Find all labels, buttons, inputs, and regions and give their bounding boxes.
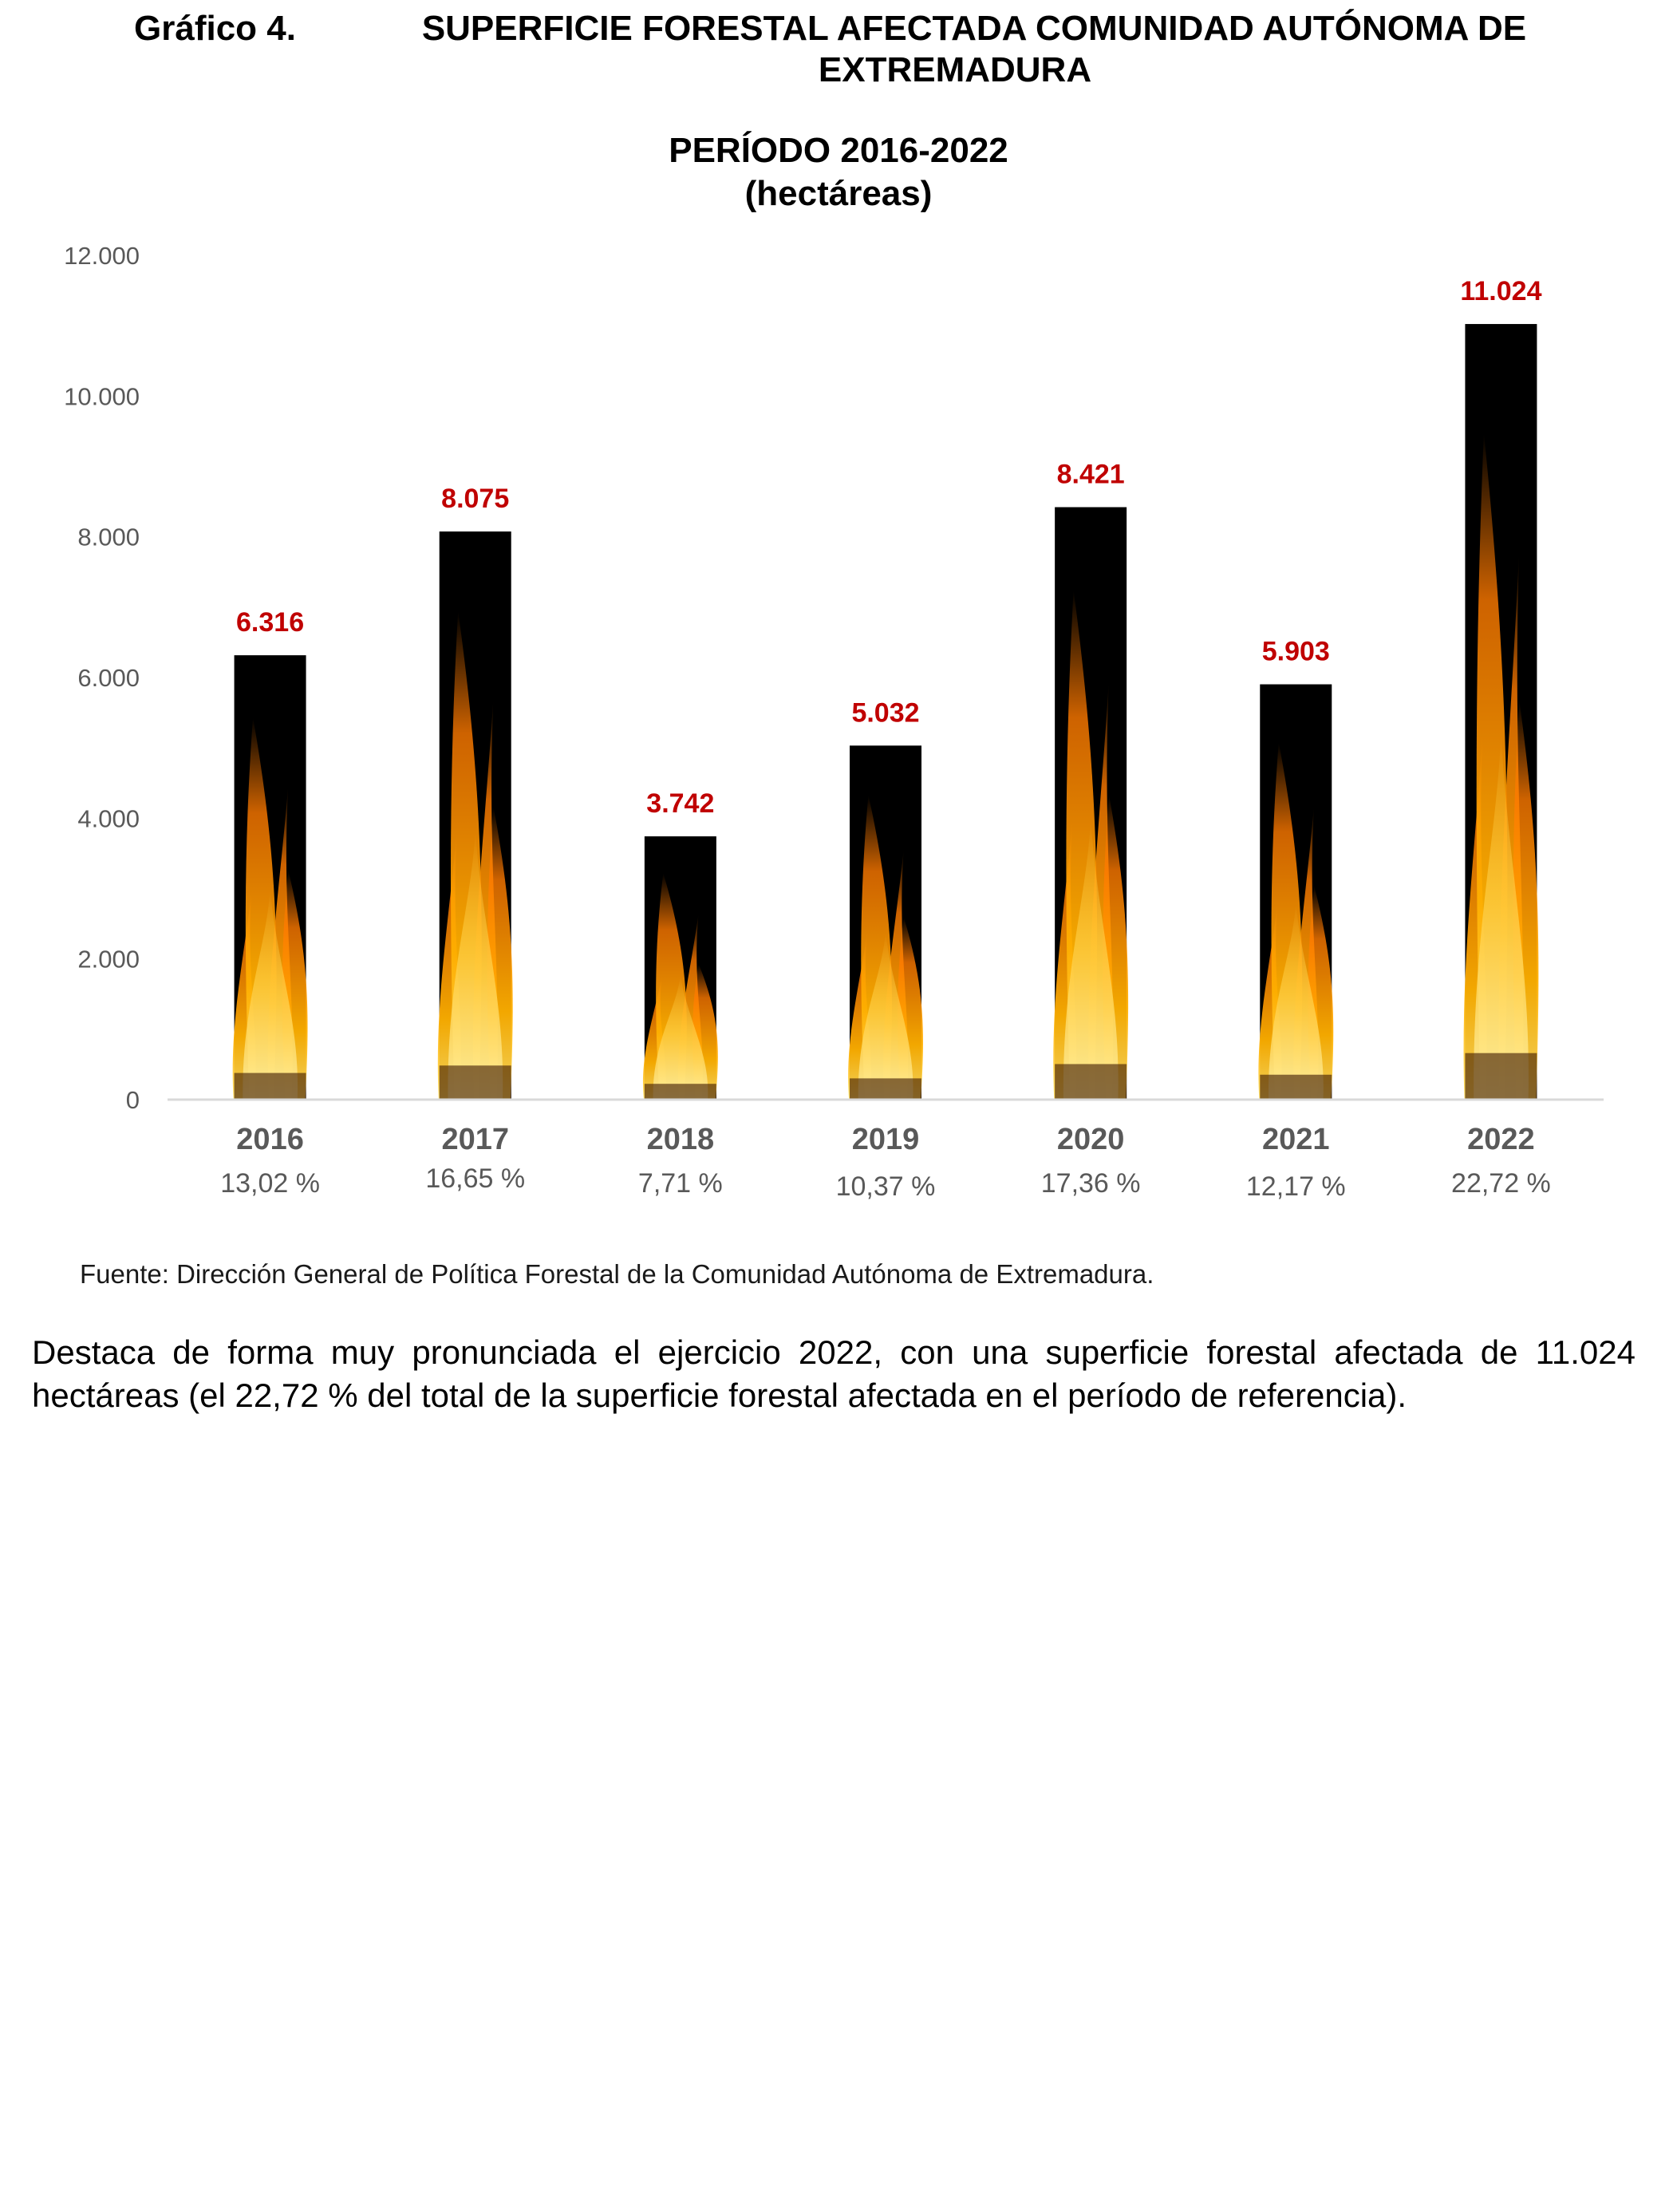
bar-2021 [1258, 637, 1333, 1100]
y-tick-label: 4.000 [77, 804, 140, 833]
flame-base [850, 1078, 921, 1100]
bar-chart [32, 231, 1612, 1229]
bar-2020 [1053, 460, 1128, 1100]
y-axis [64, 242, 140, 1114]
x-tick-label: 2022 [1467, 1123, 1535, 1156]
flame-base [645, 1084, 716, 1100]
bar-2022 [1460, 276, 1541, 1100]
data-label: 5.903 [1261, 636, 1330, 667]
bar-2016 [233, 607, 308, 1100]
flame-base [235, 1073, 306, 1100]
y-tick-label: 10.000 [64, 382, 140, 411]
flame-base [1055, 1064, 1127, 1100]
x-tick-label: 2021 [1262, 1123, 1330, 1156]
data-label: 5.032 [851, 697, 920, 729]
x-tick-label: 2018 [646, 1123, 715, 1156]
data-label: 8.075 [441, 484, 510, 515]
data-label: 8.421 [1056, 459, 1125, 490]
x-axis [168, 1100, 1604, 1202]
bars [233, 276, 1542, 1100]
chart-period: PERÍODO 2016-2022 [669, 131, 1008, 170]
chart-title-line1: SUPERFICIE FORESTAL AFECTADA COMUNIDAD AUTÓNOMA DE [421, 9, 1527, 48]
body-paragraph: Destaca de forma muy pronunciada el ejercicio 2022, con una superficie forestal afectada de 11.024 hectáreas (el 22,72 % del total de la superficie forestal afectada en el período de referencia). [32, 1333, 1636, 1414]
x-tick-label: 2016 [236, 1123, 304, 1156]
percentage-label: 10,37 % [835, 1171, 936, 1202]
bar-2018 [643, 788, 718, 1100]
percentage-label: 22,72 % [1451, 1168, 1551, 1199]
x-tick-label: 2019 [851, 1123, 920, 1156]
percentage-label: 7,71 % [637, 1168, 723, 1199]
percentage-label: 13,02 % [220, 1168, 320, 1199]
percentage-label: 16,65 % [425, 1163, 526, 1194]
flame-base [1260, 1075, 1332, 1100]
percentage-label: 12,17 % [1245, 1171, 1346, 1202]
chart-subtitle [0, 129, 1677, 215]
y-tick-label: 2.000 [77, 945, 140, 974]
data-label: 11.024 [1460, 276, 1542, 307]
flame-base [1465, 1053, 1537, 1100]
data-label: 3.742 [646, 788, 715, 820]
chart-unit: (hectáreas) [744, 174, 933, 213]
y-tick-label: 12.000 [64, 242, 140, 270]
data-label: 6.316 [236, 607, 305, 638]
bar-2019 [848, 697, 923, 1100]
y-tick-label: 8.000 [77, 523, 140, 551]
bar-2017 [438, 484, 513, 1100]
x-tick-label: 2017 [441, 1123, 509, 1156]
y-tick-label: 6.000 [77, 664, 140, 692]
source-note: Fuente: Dirección General de Política Forestal de la Comunidad Autónoma de Extremadura. [80, 1259, 1154, 1289]
chart-heading [96, 8, 1580, 91]
percentage-label: 17,36 % [1040, 1168, 1141, 1199]
flame-base [440, 1065, 511, 1100]
figure-number: Gráfico 4. [134, 9, 296, 48]
x-tick-label: 2020 [1056, 1123, 1125, 1156]
y-tick-label: 0 [125, 1086, 140, 1114]
chart-title-line2: EXTREMADURA [818, 50, 1092, 89]
